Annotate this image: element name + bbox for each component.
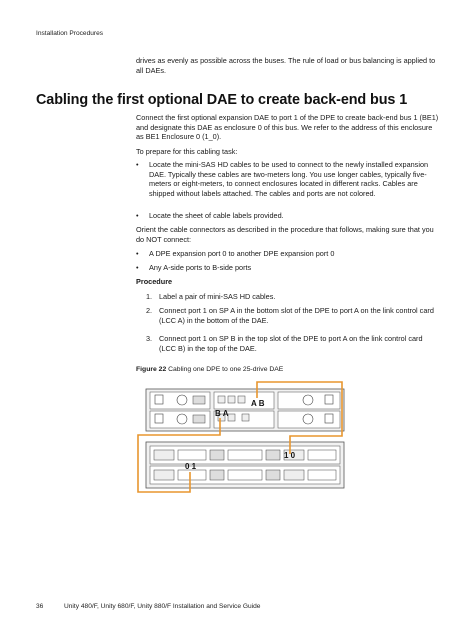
running-header: Installation Procedures	[36, 30, 104, 37]
figure-caption-text: Cabling one DPE to one 25-drive DAE	[168, 366, 284, 373]
procedure-step	[146, 306, 440, 325]
bullet-text: Any A-side ports to B-side ports	[149, 263, 252, 272]
step-number: 1.	[146, 292, 153, 301]
bullet-text: Locate the mini-SAS HD cables to be used to connect to the newly installed expansion DAE. Typically these cables are two-meters long. You use longer cables, typically five-meters or eight-meters, to connect enclosures located in different racks. Cables are shipped without labels attached. The cables and ports are not colored.	[149, 160, 429, 198]
procedure-step	[146, 334, 440, 353]
figure-label: Figure 22	[136, 366, 167, 373]
bullet-dot: •	[136, 160, 139, 169]
section-heading: Cabling the first optional DAE to create back-end bus 1	[36, 92, 408, 108]
bullet-text: Locate the sheet of cable labels provided.	[149, 211, 284, 220]
warning-bullet	[136, 263, 438, 273]
step-number: 3.	[146, 334, 153, 343]
step-text: Label a pair of mini-SAS HD cables.	[159, 292, 276, 301]
body-paragraph-2: To prepare for this cabling task:	[136, 147, 238, 156]
dpe-spa-port-label: 0 1	[185, 462, 197, 471]
step-text: Connect port 1 on SP A in the bottom slot of the DPE to port A on the link control card (LCC A) in the bottom of the DAE.	[159, 306, 434, 325]
dae-lcc-b-port-label: A B	[251, 399, 265, 408]
prep-bullet	[136, 160, 438, 198]
bullet-dot: •	[136, 211, 139, 220]
body-paragraph-1: Connect the first optional expansion DAE to port 1 of the DPE to create back-end bus 1 (BE1) and designate this DAE as enclosure 0 of this bus. We refer to the address of this enclosure as BE1 Enclosure 0 (1_0).	[136, 113, 439, 142]
dae-enclosure	[146, 389, 344, 431]
footer-doc-title: Unity 480/F, Unity 680/F, Unity 880/F Installation and Service Guide	[64, 603, 261, 610]
dpe-spb-port-label: 1 0	[284, 451, 296, 460]
procedure-heading: Procedure	[136, 277, 173, 286]
figure-caption	[136, 366, 283, 373]
cabling-diagram	[130, 376, 350, 496]
dae-lcc-a-port-label: B A	[215, 409, 229, 418]
procedure-step	[146, 292, 440, 302]
page-number: 36	[36, 603, 44, 610]
bullet-text: A DPE expansion port 0 to another DPE expansion port 0	[149, 249, 335, 258]
bullet-dot: •	[136, 263, 139, 272]
dpe-enclosure	[146, 442, 344, 488]
prep-bullet	[136, 211, 438, 221]
bullet-dot: •	[136, 249, 139, 258]
warning-bullet	[136, 249, 438, 259]
step-text: Connect port 1 on SP B in the top slot of the DPE to port A on the link control card (LCC B) in the top of the DAE.	[159, 334, 423, 353]
body-paragraph-3: Orient the cable connectors as described in the procedure that follows, making sure that you do NOT connect:	[136, 225, 434, 244]
step-number: 2.	[146, 306, 153, 315]
intro-paragraph: drives as evenly as possible across the buses. The rule of load or bus balancing is applied to all DAEs.	[136, 56, 436, 75]
